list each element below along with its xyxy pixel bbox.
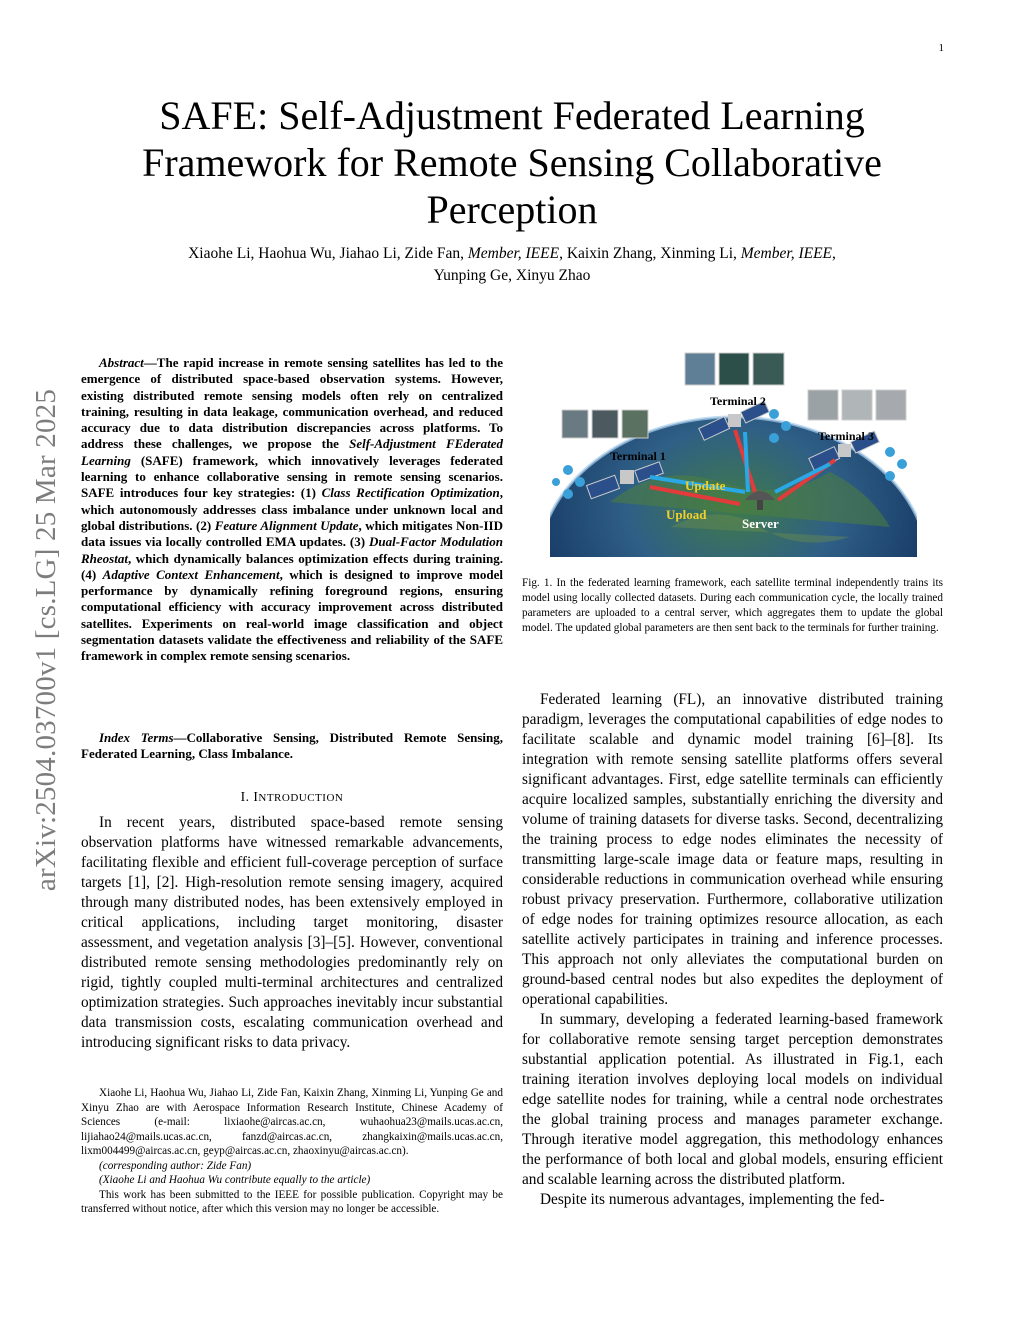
member-title: Member, IEEE: [740, 245, 833, 262]
figure-caption: Fig. 1. In the federated learning framework, each satellite terminal independently trains its model using locally collected datasets. During each communication cycle, the locally trained parameters are uploaded to a central server, which aggregates them to update the global model. The updated global parameters are then sent back to the terminals for further training.: [522, 577, 943, 634]
abstract-text: , which autonomously addresses class imbalance under unknown local and global distributions. (2): [81, 485, 503, 533]
abstract-text: , which is designed to improve model performance by dynamically refining foreground regions, ensuring computational efficiency with accuracy improvement across distributed satellites. Experiments on real-world image classification and object segmentation datasets validate the effectiveness and reliability of the SAFE framework in complex remote sensing scenarios.: [81, 566, 503, 664]
paragraph: Federated learning (FL), an innovative distributed training paradigm, leverages the computational capabilities of edge nodes to facilitate scalable and dynamic model training [6]–[8]. Its integration with remote sensing satellite platforms offers several significant advantages. First, edge satellite terminals can efficiently acquire localized samples, substantially enriching the diversity and volume of training datasets for diverse tasks. Second, decentralizing the training process to edge nodes eliminates the necessity of transmitting large-scale image data or feature maps, resulting in considerable reductions in communication overhead while ensuring robust privacy preservation. Furthermore, collaborative utilization of edge nodes for training optimizes resource allocation, as each satellite actively participates in training and inference processes. This approach not only alleviates the computational burden on ground-based central nodes but also expedites the deployment of operational capabilities.: [522, 691, 943, 1008]
terminal-3-label: Terminal 3: [818, 429, 874, 443]
index-terms: [81, 730, 503, 763]
upload-label: Upload: [666, 507, 707, 522]
terminal-1-label: Terminal 1: [610, 449, 666, 463]
terminal-2-label: Terminal 2: [710, 394, 766, 408]
framework-name: Self-Adjustment FEderated Learning: [81, 436, 503, 468]
strategy-name: Dual-Factor Modulation Rheostat: [81, 534, 503, 566]
authors-part-a: Xiaohe Li, Haohua Wu, Jiahao Li, Zide Fan,: [188, 245, 468, 262]
abstract: [81, 355, 503, 665]
abstract-label: Abstract: [99, 355, 144, 370]
authors-part-c: ,: [832, 245, 836, 262]
page-number: 1: [938, 42, 944, 54]
paper-title: SAFE: Self-Adjustment Federated Learning Framework for Remote Sensing Collaborative Perception: [142, 93, 882, 232]
paragraph: In summary, developing a federated learning-based framework for collaborative remote sensing target perception demonstrates substantial application potential. As illustrated in Fig.1, each training iteration involves deploying local models on individual edge satellite nodes for training, while a central node orchestrates the global training process and manages parameter exchange. Through iterative model aggregation, this methodology enhances the performance of both local and global models, ensuring efficient and scalable learning across the distributed platform.: [522, 1011, 943, 1188]
update-label: Update: [685, 478, 726, 493]
strategy-name: Class Rectification Optimization: [321, 485, 500, 501]
introduction-body: [81, 813, 503, 1053]
index-terms-text: —Collaborative Sensing, Distributed Remote Sensing, Federated Learning, Class Imbalance.: [81, 730, 503, 762]
abstract-text: The rapid increase in remote sensing satellites has led to the emergence of distributed space-based observation systems. However, existing distributed remote sensing models often rely on centralized training, resulting in data leakage, communication overhead, and reduced accuracy due to data distribution discrepancies across platforms. To address these challenges, we propose the: [81, 355, 503, 452]
author-line-2: Yunping Ge, Xinyu Zhao: [433, 267, 591, 284]
section-title-rest: NTRODUCTION: [258, 792, 344, 804]
abstract-text: (SAFE) framework, which innovatively leverages federated learning to enhance collaborative sensing in remote sensing scenarios. SAFE introduces four key strategies: (1): [81, 452, 503, 501]
section-heading: [81, 789, 503, 805]
figure-illustration: [550, 352, 917, 557]
authors-part-b: , Kaixin Zhang, Xinming Li,: [559, 245, 741, 262]
server-label: Server: [742, 516, 779, 531]
author-line-1: [80, 243, 944, 265]
section-initial: I: [253, 789, 259, 804]
author-list: [80, 243, 944, 287]
member-title: Member, IEEE: [467, 245, 560, 262]
strategy-name: Adaptive Context Enhancement: [102, 566, 280, 582]
index-terms-label: Index Terms: [99, 730, 174, 745]
abstract-text: , which dynamically balances optimization effects during training. (4): [81, 550, 503, 582]
paragraph: Despite its numerous advantages, implementing the fed-: [540, 1191, 885, 1208]
footnote: [81, 1086, 503, 1217]
arxiv-stamp: arXiv:2504.03700v1 [cs.LG] 25 Mar 2025: [30, 388, 62, 892]
right-column-body: [522, 690, 943, 1210]
strategy-name: Feature Alignment Update: [214, 517, 359, 533]
footnote-equal-contribution: (Xiaohe Li and Haohua Wu contribute equally to the article): [99, 1174, 371, 1186]
footnote-affiliation: Xiaohe Li, Haohua Wu, Jiahao Li, Zide Fan, Kaixin Zhang, Xinming Li, Yunping Ge and Xinyu Zhao are with Aerospace Information Research Institute, Chinese Academy of Sciences (e-mail: lixiaohe@aircas.ac.cn, wuhaohua23@mails.ucas.ac.cn, lijiahao24@mails.ucas.ac.cn, fanzd@aircas.ac.cn, zhangkaixin@mails.ucas.ac.cn, lixm004499@aircas.ac.cn, geyp@aircas.ac.cn, zhaoxinyu@aircas.ac.cn).: [81, 1087, 503, 1157]
footnote-corresponding: (corresponding author: Zide Fan): [99, 1159, 252, 1172]
abstract-dash: —: [143, 355, 157, 370]
figure-1: [550, 352, 917, 557]
abstract-text: , which mitigates Non-IID data issues via locally controlled EMA updates. (3): [81, 517, 503, 550]
paragraph: In recent years, distributed space-based remote sensing observation platforms have witnessed remarkable advancements, facilitating flexible and efficient full-coverage perception of surface targets [1], [2]. High-resolution remote sensing imagery, acquired through many distributed nodes, has been extensively employed in critical applications, including target monitoring, disaster assessment, and vegetation analysis [3]–[5]. However, conventional distributed remote sensing methodologies predominantly rely on rigid, tightly coupled multi-terminal architectures and centralized optimization strategies. Such approaches inevitably incur substantial data transmission costs, escalating communication overhead and introducing significant risks to data privacy.: [81, 814, 503, 1051]
section-numeral: I.: [240, 789, 254, 804]
footnote-notice: This work has been submitted to the IEEE for possible publication. Copyright may be transferred without notice, after which this version may no longer be accessible.: [81, 1188, 503, 1215]
